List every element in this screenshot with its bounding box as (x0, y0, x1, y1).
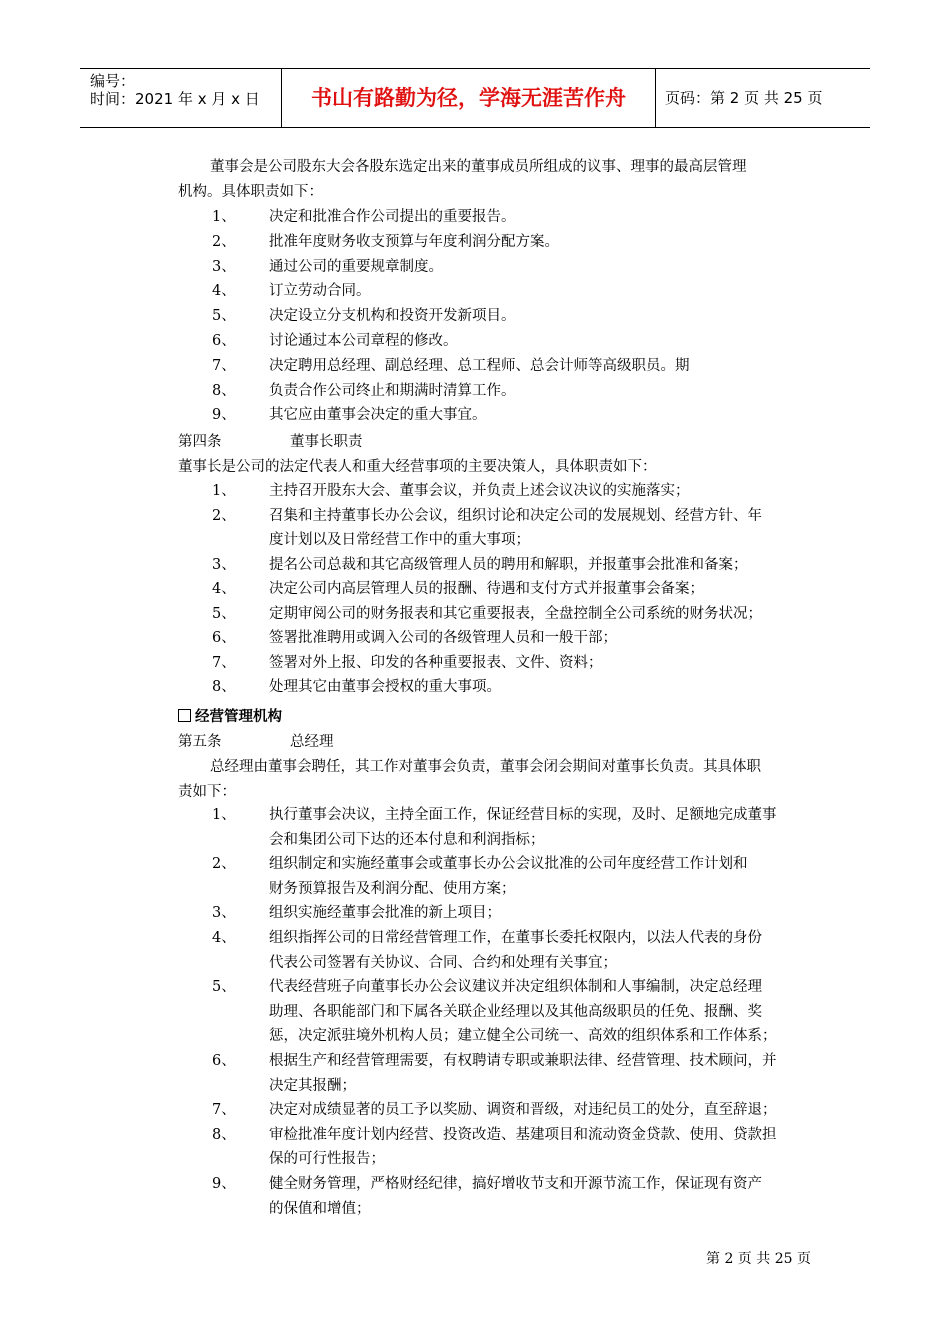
article-label: 第四条 (178, 434, 222, 450)
list-item-text: 的保值和增值； (269, 1200, 371, 1217)
list-item-number: 2、 (212, 233, 236, 250)
article-label: 第五条 (178, 734, 222, 750)
list-item-text: 召集和主持董事长办公会议，组织讨论和决定公司的发展规划、经营方针、年 (269, 507, 762, 524)
list-item-number: 7、 (212, 1102, 236, 1119)
list-item-number: 3、 (212, 905, 236, 922)
list-item-text: 审检批准年度计划内经营、投资改造、基建项目和流动资金贷款、使用、贷款担 (269, 1126, 777, 1143)
list-item-text: 订立劳动合同。 (269, 283, 371, 300)
list-item-text: 度计划以及日常经营工作中的重大事项； (269, 532, 530, 548)
paragraph-text: 责如下： (178, 784, 236, 800)
list-item-text: 签署批准聘用或调入公司的各级管理人员和一般干部； (269, 630, 617, 646)
page-header (80, 68, 870, 128)
list-item-text: 决定对成绩显著的员工予以奖励、调资和晋级，对违纪员工的处分，直至辞退； (269, 1102, 777, 1119)
paragraph-text: 董事长是公司的法定代表人和重大经营事项的主要决策人，具体职责如下： (178, 459, 657, 475)
section-heading: 经营管理机构 (178, 707, 282, 727)
list-item-text: 执行董事会决议，主持全面工作，保证经营目标的实现，及时、足额地完成董事 (269, 807, 777, 823)
article-title: 董事长职责 (290, 434, 363, 450)
list-item-number: 6、 (212, 333, 236, 349)
list-item-text: 决定和批准合作公司提出的重要报告。 (269, 209, 516, 225)
list-item-number: 2、 (212, 507, 236, 524)
intro-line-2: 机构。具体职责如下： (178, 184, 323, 200)
intro-line-1: 董事会是公司股东大会各股东选定出来的董事成员所组成的议事、理事的最高层管理 (210, 159, 747, 175)
list-item-text: 签署对外上报、印发的各种重要报表、文件、资料； (269, 654, 603, 671)
list-item-text: 决定其报酬； (269, 1077, 356, 1094)
list-item-text: 代表公司签署有关协议、合同、合约和处理有关事宜； (269, 954, 617, 971)
list-item-text: 决定设立分支机构和投资开发新项目。 (269, 308, 516, 325)
paragraph-text: 总经理由董事会聘任，其工作对董事会负责，董事会闭会期间对董事长负责。其具体职 (210, 759, 761, 775)
document-number-label: 编号： (90, 72, 136, 90)
list-item-number: 4、 (212, 283, 236, 300)
list-item-text: 提名公司总裁和其它高级管理人员的聘用和解职，并报董事会批准和备案； (269, 556, 748, 573)
list-item-text: 其它应由董事会决定的重大事宜。 (269, 407, 487, 424)
list-item-number: 5、 (212, 308, 236, 325)
list-item-number: 5、 (212, 605, 236, 622)
list-item-number: 1、 (212, 807, 236, 823)
list-item-number: 9、 (212, 1176, 236, 1192)
list-item-text: 负责合作公司终止和期满时清算工作。 (269, 382, 516, 399)
article-title: 总经理 (290, 734, 334, 750)
list-item-text: 批准年度财务收支预算与年度利润分配方案。 (269, 233, 559, 250)
header-meta-cell (80, 69, 282, 128)
document-date-label: 时间：2021 年 x 月 x 日 (90, 90, 260, 108)
list-item-number: 6、 (212, 630, 236, 646)
list-item-number: 3、 (212, 258, 236, 275)
list-item-number: 3、 (212, 556, 236, 573)
list-item-text: 决定聘用总经理、副总经理、总工程师、总会计师等高级职员。期 (269, 357, 690, 374)
list-item-text: 处理其它由董事会授权的重大事项。 (269, 679, 501, 695)
list-item-text: 主持召开股东大会、董事会议，并负责上述会议决议的实施落实； (269, 483, 690, 499)
list-item-text: 定期审阅公司的财务报表和其它重要报表，全盘控制全公司系统的财务状况； (269, 605, 762, 622)
list-item-text: 助理、各职能部门和下属各关联企业经理以及其他高级职员的任免、报酬、奖 (269, 1003, 762, 1020)
list-item-text: 决定公司内高层管理人员的报酬、待遇和支付方式并报董事会备案； (269, 581, 704, 597)
list-item-text: 根据生产和经营管理需要，有权聘请专职或兼职法律、经营管理、技术顾问，并 (269, 1053, 777, 1069)
list-item-number: 1、 (212, 209, 236, 225)
list-item-number: 4、 (212, 581, 236, 597)
list-item-text: 会和集团公司下达的还本付息和利润指标； (269, 831, 545, 848)
list-item-number: 8、 (212, 1126, 236, 1143)
list-item-number: 9、 (212, 407, 236, 424)
list-item-text: 惩，决定派驻境外机构人员；建立健全公司统一、高效的组织体系和工作体系； (269, 1028, 777, 1045)
list-item-number: 8、 (212, 382, 236, 399)
list-item-text: 财务预算报告及利润分配、使用方案； (269, 880, 516, 897)
page-footer: 第 2 页 共 25 页 (706, 1251, 811, 1267)
list-item-text: 组织实施经董事会批准的新上项目； (269, 905, 501, 922)
list-item-number: 1、 (212, 483, 236, 499)
list-item-text: 组织指挥公司的日常经营管理工作，在董事长委托权限内，以法人代表的身份 (269, 930, 762, 946)
list-item-number: 2、 (212, 856, 236, 873)
list-item-text: 讨论通过本公司章程的修改。 (269, 333, 458, 349)
list-item-number: 8、 (212, 679, 236, 695)
list-item-text: 健全财务管理，严格财经纪律，搞好增收节支和开源节流工作，保证现有资产 (269, 1176, 762, 1192)
list-item-number: 6、 (212, 1053, 236, 1069)
list-item-number: 4、 (212, 930, 236, 946)
list-item-text: 通过公司的重要规章制度。 (269, 258, 443, 275)
header-page-number: 页码：第 2 页 共 25 页 (665, 89, 823, 107)
list-item-number: 7、 (212, 357, 236, 374)
list-item-text: 代表经营班子向董事长办公会议建议并决定组织体制和人事编制，决定总经理 (269, 979, 762, 996)
list-item-number: 7、 (212, 654, 236, 671)
list-item-number: 5、 (212, 979, 236, 996)
header-motto: 书山有路勤为径，学海无涯苦作舟 (282, 69, 656, 128)
list-item-text: 保的可行性报告； (269, 1151, 385, 1168)
checkbox-bullet-icon (178, 709, 191, 722)
list-item-text: 组织制定和实施经董事会或董事长办公会议批准的公司年度经营工作计划和 (269, 856, 748, 873)
